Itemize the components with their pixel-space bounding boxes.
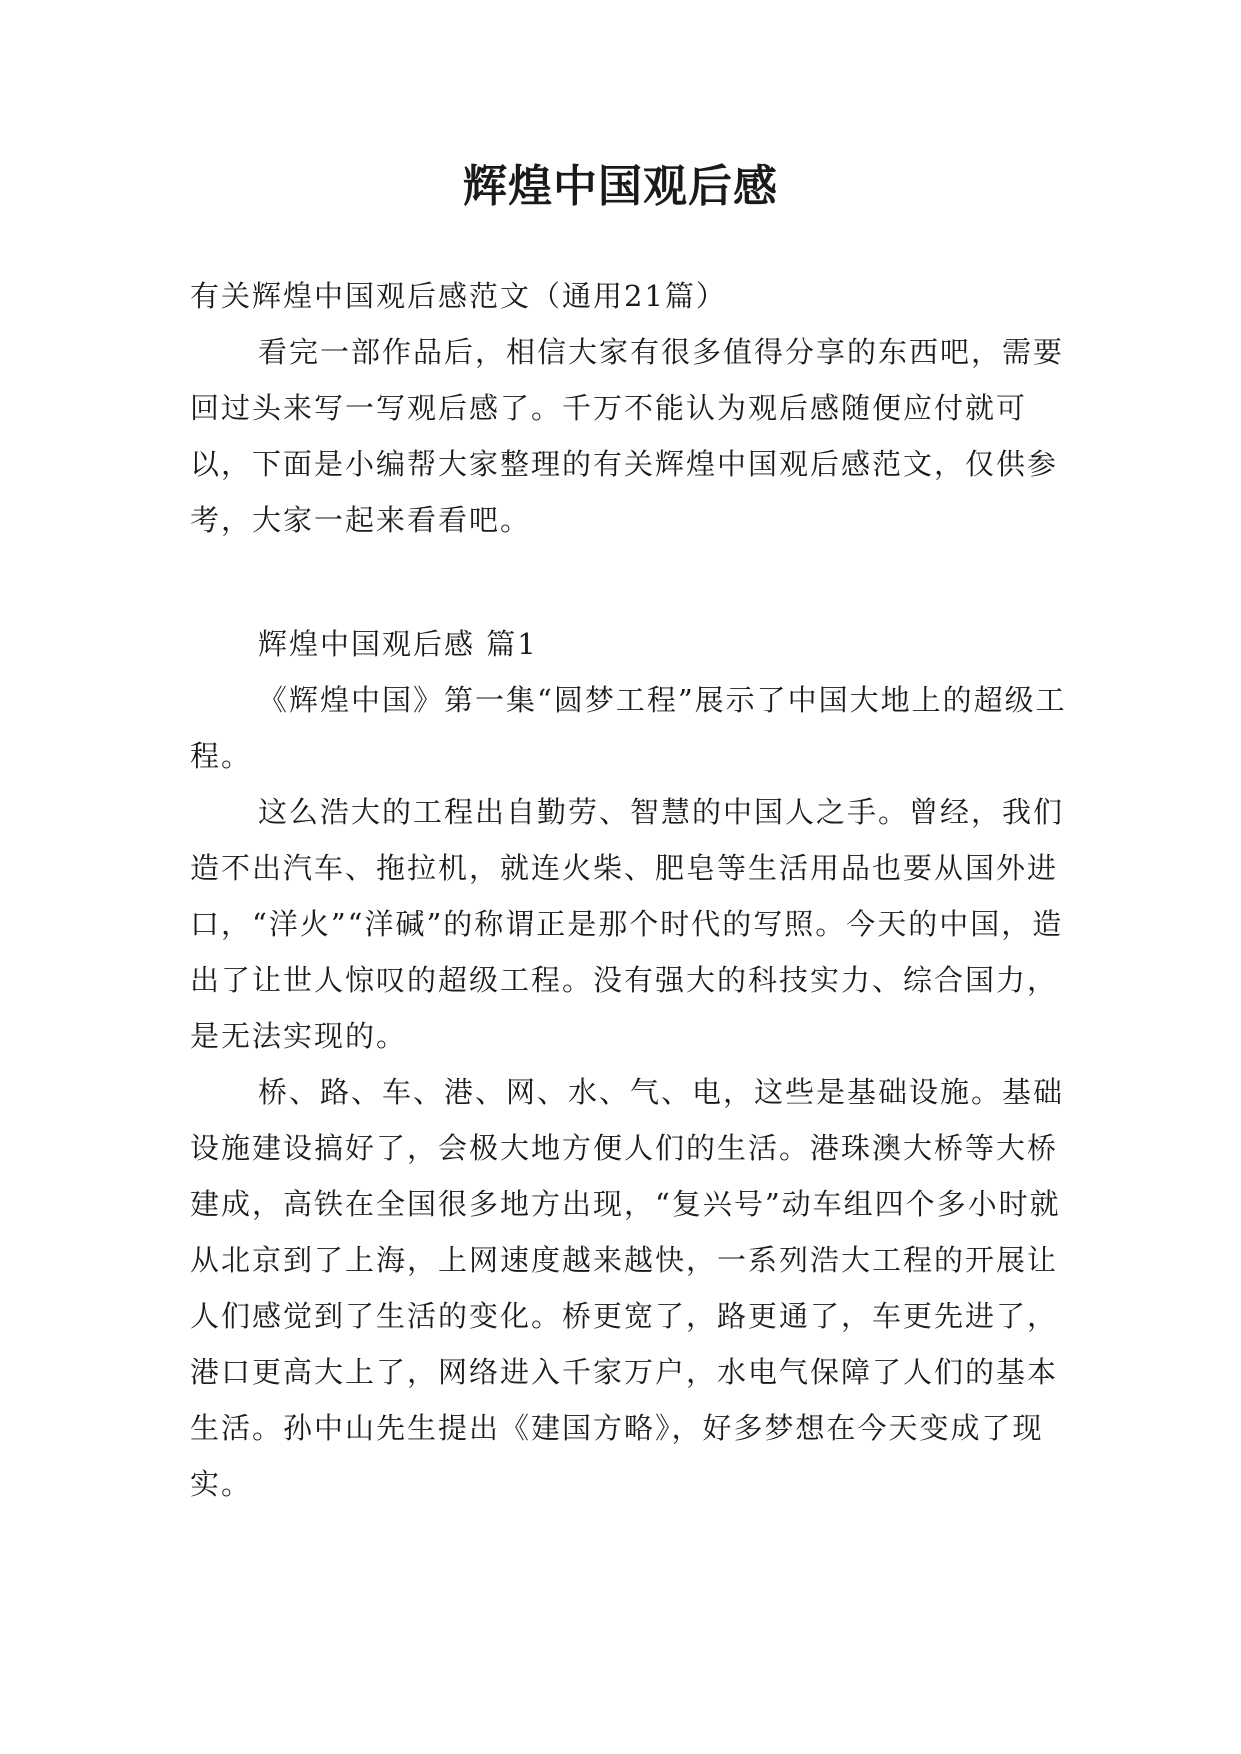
intro-paragraph: 看完一部作品后，相信大家有很多值得分享的东西吧，需要回过头来写一写观后感了。千万不能认为观后感随便应付就可以，下面是小编帮大家整理的有关辉煌中国观后感范文，仅供参考，大家一起来看看吧。 — [190, 335, 1065, 537]
document-subtitle: 有关辉煌中国观后感范文（通用21篇） — [190, 279, 727, 313]
body-paragraph: 这么浩大的工程出自勤劳、智慧的中国人之手。曾经，我们造不出汽车、拖拉机，就连火柴、肥皂等生活用品也要从国外进口，“洋火”“洋碱”的称谓正是那个时代的写照。今天的中国，造出了让世人惊叹的超级工程。没有强大的科技实力、综合国力，是无法实现的。 — [190, 795, 1065, 1053]
document-body — [190, 268, 1070, 1512]
body-paragraph: 《辉煌中国》第一集“圆梦工程”展示了中国大地上的超级工程。 — [190, 683, 1067, 773]
body-paragraph: 桥、路、车、港、网、水、气、电，这些是基础设施。基础设施建设搞好了，会极大地方便人们的生活。港珠澳大桥等大桥建成，高铁在全国很多地方出现，“复兴号”动车组四个多小时就从北京到了上海，上网速度越来越快，一系列浩大工程的开展让人们感觉到了生活的变化。桥更宽了，路更通了，车更先进了，港口更高大上了，网络进入千家万户，水电气保障了人们的基本生活。孙中山先生提出《建国方略》，好多梦想在今天变成了现实。 — [190, 1075, 1065, 1501]
document-title: 辉煌中国观后感 — [463, 161, 778, 212]
section-spacer — [190, 548, 1070, 616]
section-heading: 辉煌中国观后感 篇1 — [258, 627, 538, 661]
